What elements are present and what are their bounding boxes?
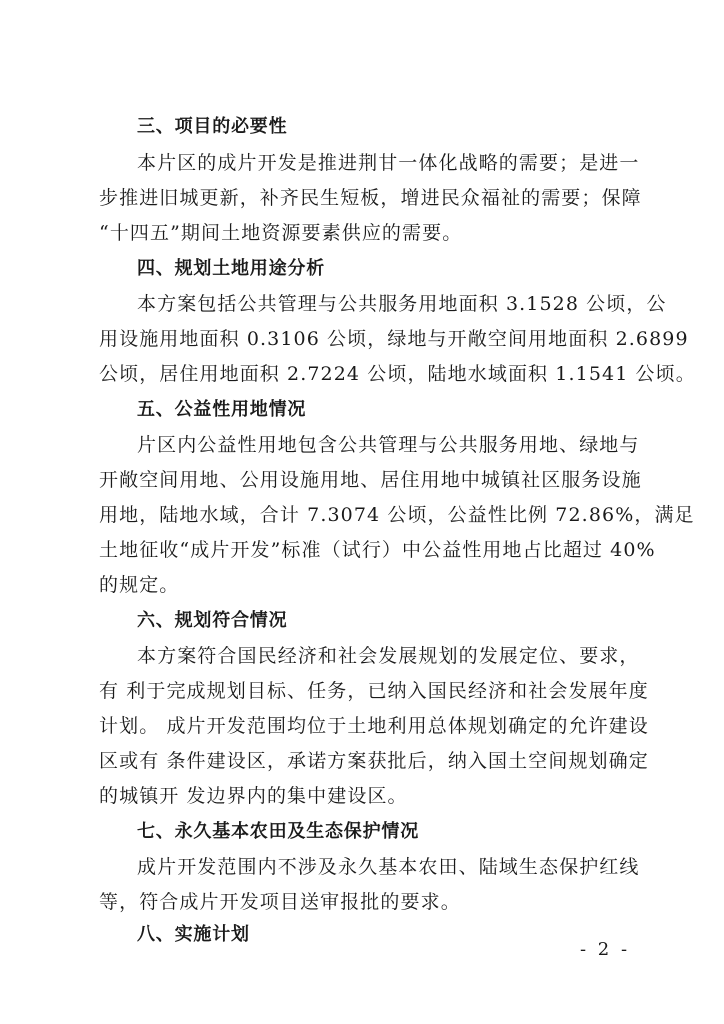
paragraph-line: 公顷，居住用地面积 2.7224 公顷，陆地水域面积 1.1541 公顷。 — [99, 363, 696, 385]
section-heading-planning-compliance: 六、规划符合情况 — [137, 610, 288, 631]
paragraph-line: “十四五”期间土地资源要素供应的需要。 — [99, 222, 463, 244]
section-heading-public-welfare: 五、公益性用地情况 — [137, 399, 307, 420]
paragraph-line: 本方案符合国民经济和社会发展规划的发展定位、要求， — [137, 645, 640, 667]
section-heading-farmland-protection: 七、永久基本农田及生态保护情况 — [137, 821, 419, 842]
section-heading-land-use: 四、规划土地用途分析 — [137, 258, 325, 279]
paragraph-line: 的城镇开 发边界内的集中建设区。 — [99, 785, 408, 807]
paragraph-line: 的规定。 — [99, 574, 180, 596]
paragraph-line: 本方案包括公共管理与公共服务用地面积 3.1528 公顷，公 — [137, 293, 667, 315]
paragraph-line: 计划。 成片开发范围均位于土地利用总体规划确定的允许建设 — [99, 715, 649, 737]
paragraph-line: 开敞空间用地、公用设施用地、居住用地中城镇社区服务设施 — [99, 469, 642, 491]
paragraph-line: 步推进旧城更新，补齐民生短板，增进民众福祉的需要；保障 — [99, 187, 642, 209]
paragraph-line: 土地征收“成片开发”标准（试行）中公益性用地占比超过 40% — [99, 539, 656, 561]
paragraph-line: 用地，陆地水域，合计 7.3074 公顷，公益性比例 72.86%，满足 — [99, 504, 695, 526]
paragraph-line: 本片区的成片开发是推进荆甘一体化战略的需要；是进一 — [137, 152, 640, 174]
paragraph-line: 有 利于完成规划目标、任务，已纳入国民经济和社会发展年度 — [99, 680, 649, 702]
paragraph-line: 等，符合成片开发项目送审报批的要求。 — [99, 891, 461, 913]
section-heading-necessity: 三、项目的必要性 — [137, 116, 288, 137]
page-number: - 2 - — [580, 939, 631, 960]
paragraph-line: 用设施用地面积 0.3106 公顷，绿地与开敞空间用地面积 2.6899 — [99, 328, 689, 350]
paragraph-line: 成片开发范围内不涉及永久基本农田、陆域生态保护红线 — [137, 856, 640, 878]
paragraph-line: 片区内公益性用地包含公共管理与公共服务用地、绿地与 — [137, 434, 640, 456]
paragraph-line: 区或有 条件建设区，承诺方案获批后，纳入国土空间规划确定 — [99, 750, 649, 772]
section-heading-implementation-plan: 八、实施计划 — [137, 924, 250, 945]
